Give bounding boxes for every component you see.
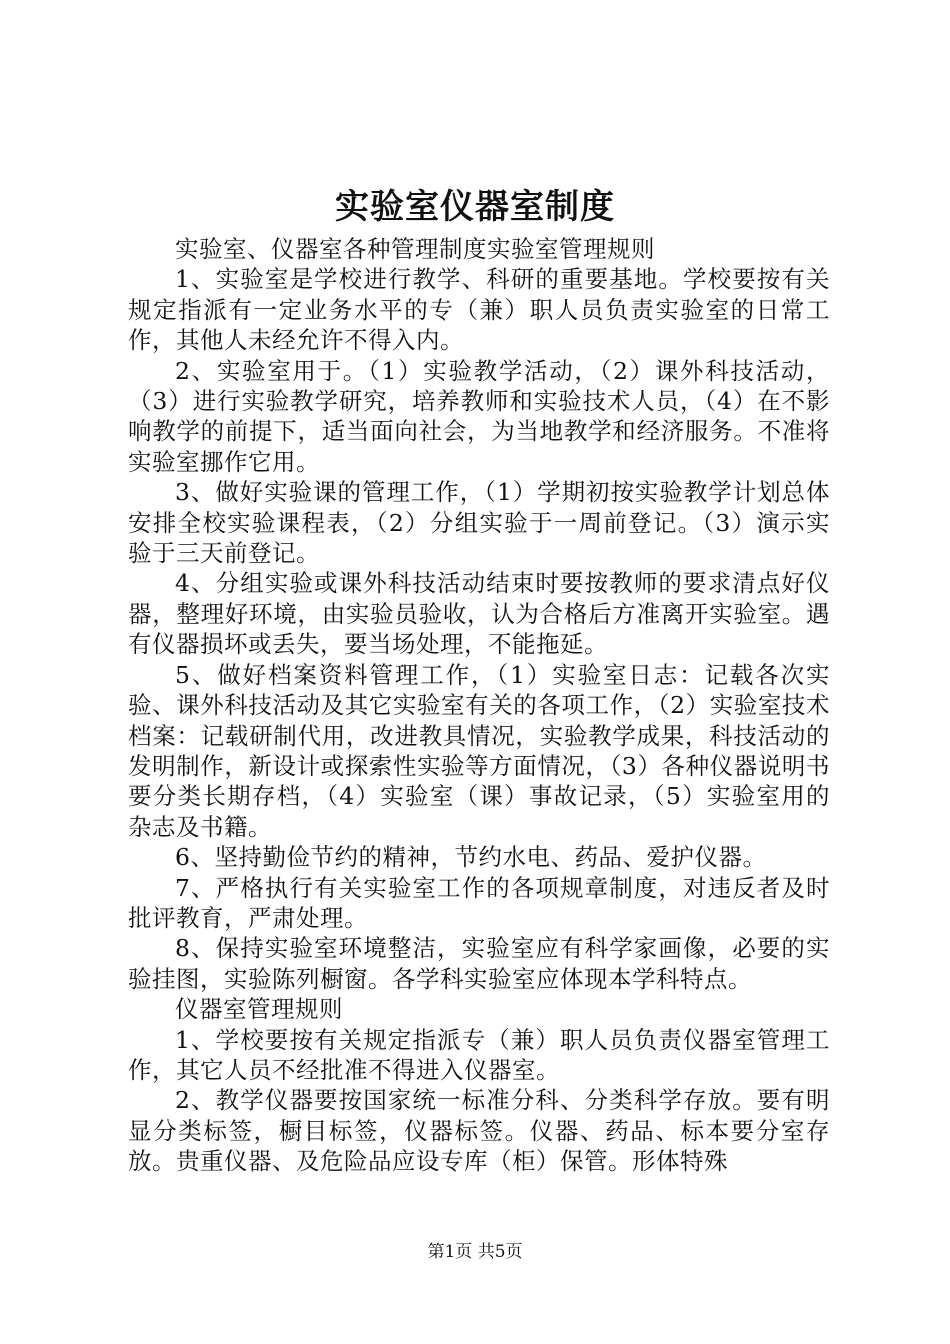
paragraph: 3、做好实验课的管理工作，（1）学期初按实验教学计划总体安排全校实验课程表，（2）分组实验于一周前登记。（3）演示实验于三天前登记。 <box>128 478 830 568</box>
page-title: 实验室仪器室制度 <box>335 187 615 227</box>
paragraph: 5、做好档案资料管理工作，（1）实验室日志：记载各次实验、课外科技活动及其它实验室有关的各项工作，（2）实验室技术档案：记载研制代用，改进教具情况，实验教学成果，科技活动的发明制作，新设计或探索性实验等方面情况，（3）各种仪器说明书要分类长期存档，（4）实验室（课）事故记录，（5）实验室用的杂志及书籍。 <box>128 660 830 841</box>
paragraph: 1、学校要按有关规定指派专（兼）职人员负责仪器室管理工作，其它人员不经批准不得进入仪器室。 <box>128 1025 830 1084</box>
paragraph: 6、坚持勤俭节约的精神，节约水电、药品、爱护仪器。 <box>175 843 767 872</box>
paragraph-heading-lab-rules: 实验室、仪器室各种管理制度实验室管理规则 <box>175 235 655 263</box>
paragraph: 4、分组实验或课外科技活动结束时要按教师的要求清点好仪器，整理好环境，由实验员验收，认为合格后方准离开实验室。遇有仪器损坏或丢失，要当场处理，不能拖延。 <box>128 569 830 659</box>
paragraph: 2、教学仪器要按国家统一标准分科、分类科学存放。要有明显分类标签，橱目标签，仪器标签。仪器、药品、标本要分室存放。贵重仪器、及危险品应设专库（柜）保管。形体特殊 <box>128 1086 830 1176</box>
document-body <box>128 234 830 1177</box>
page-footer: 第1页 共5页 <box>427 1242 523 1262</box>
paragraph: 1、实验室是学校进行教学、科研的重要基地。学校要按有关规定指派有一定业务水平的专（兼）职人员负责实验室的日常工作，其他人未经允许不得入内。 <box>128 265 830 355</box>
paragraph: 2、实验室用于。（1）实验教学活动，（2）课外科技活动，（3）进行实验教学研究，培养教师和实验技术人员，（4）在不影响教学的前提下，适当面向社会，为当地教学和经济服务。不准将实验室挪作它用。 <box>128 356 830 476</box>
paragraph-heading-instrument-rules: 仪器室管理规则 <box>175 995 343 1024</box>
paragraph: 8、保持实验室环境整洁，实验室应有科学家画像，必要的实验挂图，实验陈列橱窗。各学科实验室应体现本学科特点。 <box>128 934 830 993</box>
paragraph: 7、严格执行有关实验室工作的各项规章制度，对违反者及时批评教育，严肃处理。 <box>128 873 830 932</box>
